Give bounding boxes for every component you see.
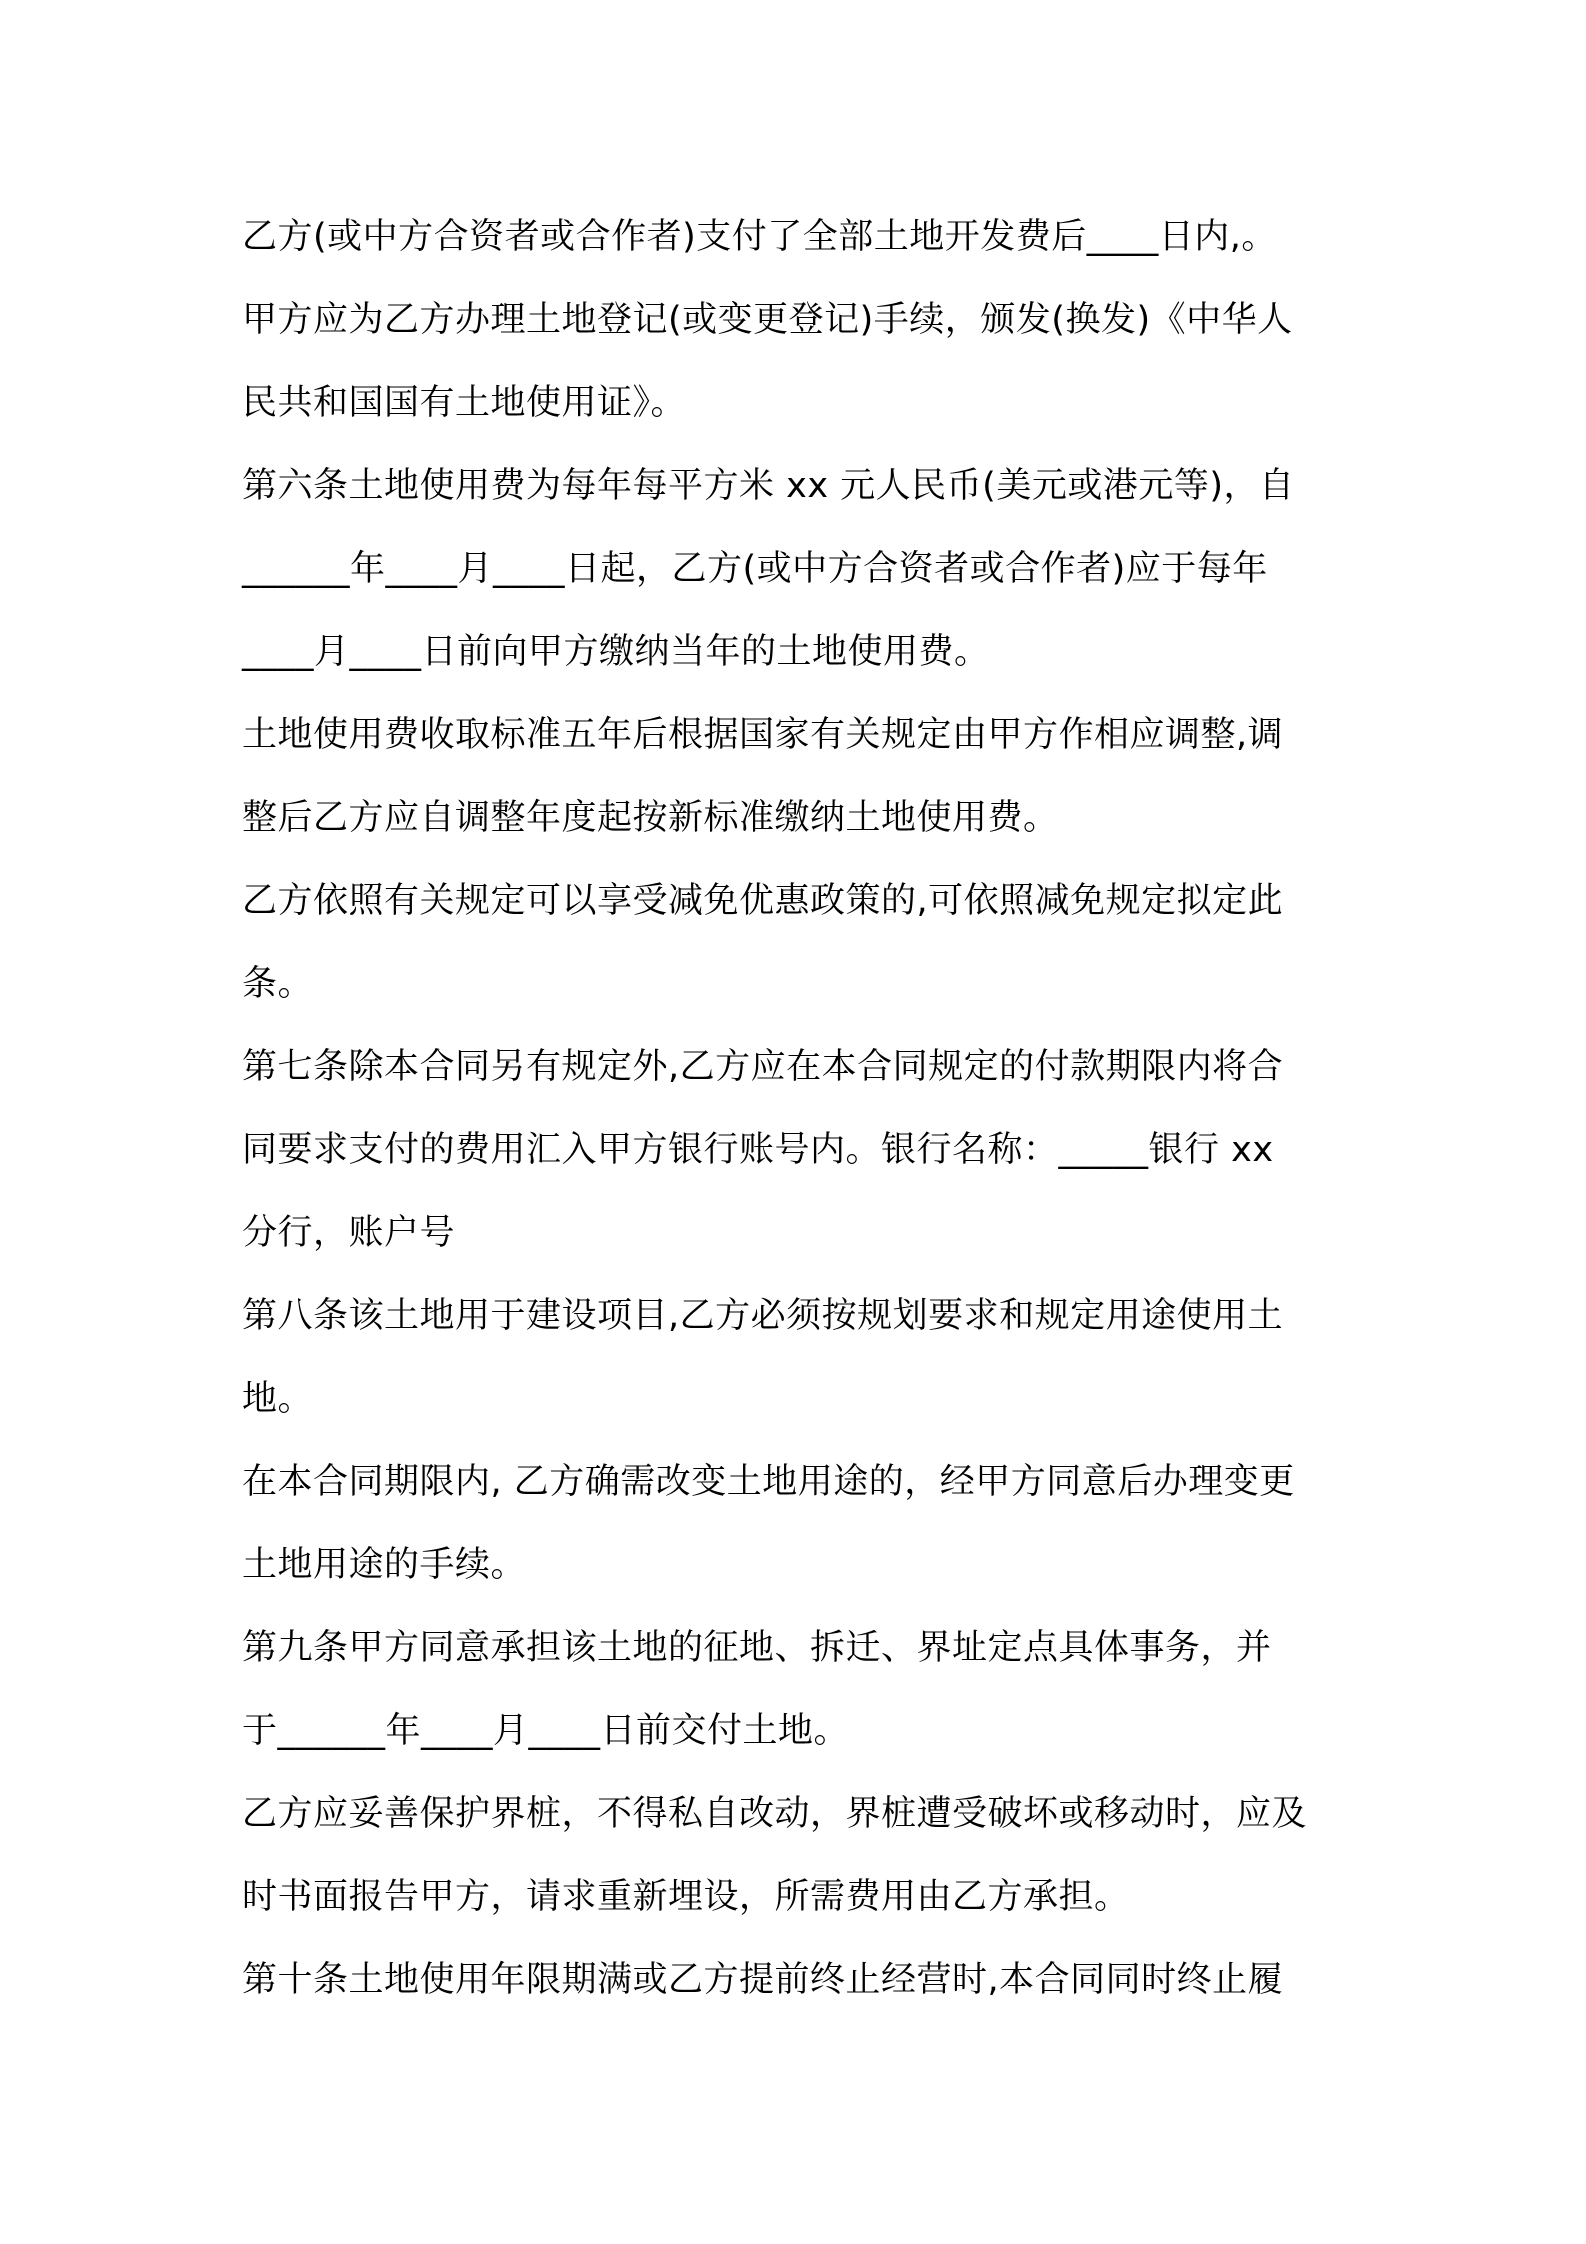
text-line: 整后乙方应自调整年度起按新标准缴纳土地使用费。: [242, 798, 1059, 838]
text-line: 第十条土地使用年限期满或乙方提前终止经营时,本合同同时终止履: [242, 1960, 1284, 2000]
text-line: 于______年____月____日前交付土地。: [242, 1711, 850, 1751]
text-line: 土地用途的手续。: [242, 1545, 527, 1585]
text-line: 民共和国国有土地使用证》。: [242, 383, 687, 423]
text-line: 土地使用费收取标准五年后根据国家有关规定由甲方作相应调整,调: [242, 715, 1284, 755]
text-line: ______年____月____日起，乙方(或中方合资者或合作者)应于每年: [242, 549, 1268, 589]
text-line: 地。: [242, 1379, 314, 1419]
text-line: 第六条土地使用费为每年每平方米 xx 元人民币(美元或港元等)，自: [242, 466, 1295, 506]
text-line: 甲方应为乙方办理土地登记(或变更登记)手续，颁发(换发)《中华人: [242, 300, 1293, 340]
text-line: 第九条甲方同意承担该土地的征地、拆迁、界址定点具体事务，并: [242, 1628, 1272, 1668]
document-body: [242, 196, 1362, 2022]
text-line: 乙方应妥善保护界桩，不得私自改动，界桩遭受破坏或移动时，应及: [242, 1794, 1308, 1834]
text-line: 时书面报告甲方，请求重新埋设，所需费用由乙方承担。: [242, 1877, 1130, 1917]
text-line: 在本合同期限内, 乙方确需改变土地用途的，经甲方同意后办理变更: [242, 1462, 1295, 1502]
text-line: ____月____日前向甲方缴纳当年的土地使用费。: [242, 632, 990, 672]
text-line: 第七条除本合同另有规定外,乙方应在本合同规定的付款期限内将合: [242, 1047, 1284, 1087]
text-line: 同要求支付的费用汇入甲方银行账号内。银行名称：_____银行 xx: [242, 1130, 1274, 1170]
text-line: 乙方依照有关规定可以享受减免优惠政策的,可依照减免规定拟定此: [242, 881, 1284, 921]
text-line: 分行，账户号: [242, 1213, 456, 1253]
text-line: 乙方(或中方合资者或合作者)支付了全部土地开发费后____日内,。: [242, 217, 1277, 257]
text-line: 条。: [242, 964, 314, 1004]
text-line: 第八条该土地用于建设项目,乙方必须按规划要求和规定用途使用土: [242, 1296, 1284, 1336]
